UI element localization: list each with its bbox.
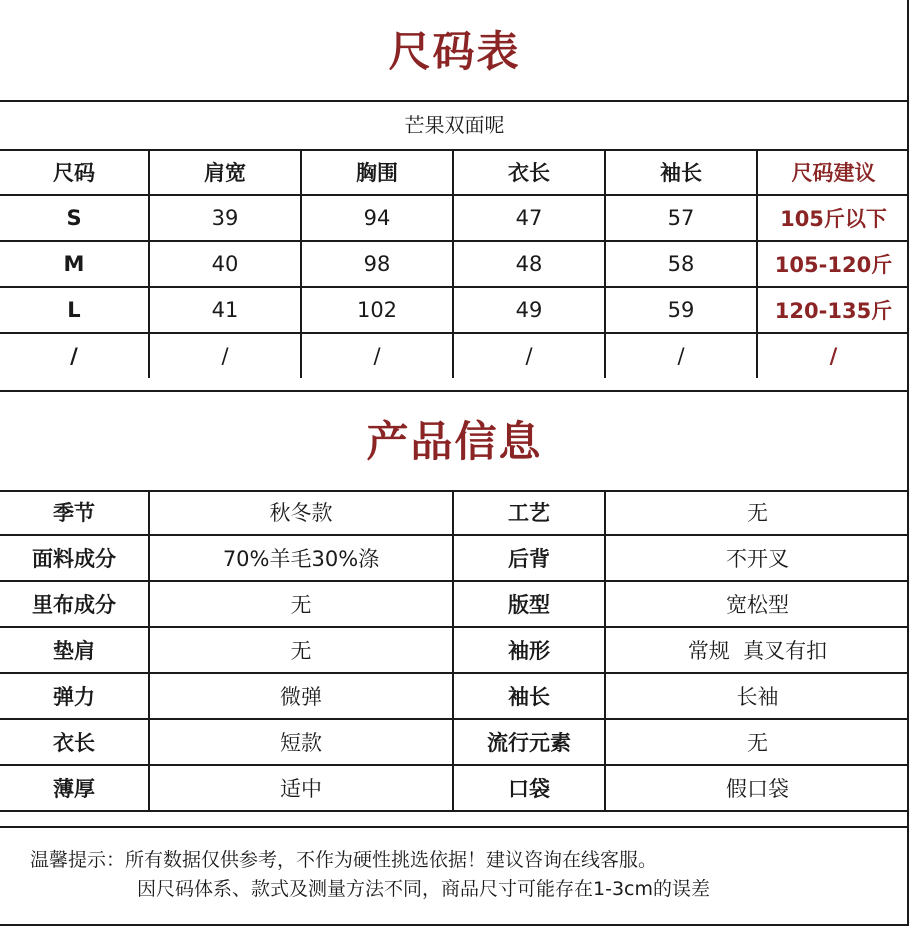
attribute-label: 弹力 — [0, 673, 149, 719]
disclaimer-note — [30, 846, 710, 904]
disclaimer-line-1: 温馨提示：所有数据仅供参考，不作为硬性挑选依据！建议咨询在线客服。 — [30, 849, 658, 871]
length-value: 48 — [453, 241, 605, 287]
header-sleeve: 袖长 — [605, 150, 757, 195]
attribute-label: 袖形 — [453, 627, 605, 673]
shoulder-value: 40 — [149, 241, 301, 287]
size-label: L — [0, 287, 149, 333]
attribute-label: 面料成分 — [0, 535, 149, 581]
length-value: 47 — [453, 195, 605, 241]
attribute-value: 宽松型 — [605, 581, 909, 627]
attribute-value: 秋冬款 — [149, 490, 453, 535]
recommendation-value: 105斤以下 — [757, 195, 909, 241]
attribute-label: 流行元素 — [453, 719, 605, 765]
attribute-label: 版型 — [453, 581, 605, 627]
attribute-label: 袖长 — [453, 673, 605, 719]
attribute-value: 常规 真叉有扣 — [605, 627, 909, 673]
sleeve-value: 59 — [605, 287, 757, 333]
attribute-value: 无 — [605, 490, 909, 535]
attribute-value: 无 — [149, 581, 453, 627]
size-label: / — [0, 333, 149, 378]
attribute-value: 适中 — [149, 765, 453, 811]
product-info-table — [0, 490, 909, 812]
attribute-label: 工艺 — [453, 490, 605, 535]
header-length: 衣长 — [453, 150, 605, 195]
attribute-value: 微弹 — [149, 673, 453, 719]
attribute-label: 口袋 — [453, 765, 605, 811]
shoulder-value: 39 — [149, 195, 301, 241]
table-row — [0, 490, 909, 535]
table-row — [0, 195, 909, 241]
header-size: 尺码 — [0, 150, 149, 195]
table-row — [0, 719, 909, 765]
attribute-label: 后背 — [453, 535, 605, 581]
table-row — [0, 765, 909, 811]
table-row — [0, 241, 909, 287]
size-label: M — [0, 241, 149, 287]
attribute-value: 假口袋 — [605, 765, 909, 811]
product-info-title: 产品信息 — [0, 390, 909, 492]
shoulder-value: 41 — [149, 287, 301, 333]
table-row — [0, 333, 909, 378]
attribute-value: 70%羊毛30%涤 — [149, 535, 453, 581]
recommendation-value: 120-135斤 — [757, 287, 909, 333]
recommendation-value: / — [757, 333, 909, 378]
attribute-value: 无 — [149, 627, 453, 673]
attribute-value: 无 — [605, 719, 909, 765]
header-chest: 胸围 — [301, 150, 453, 195]
table-row — [0, 627, 909, 673]
header-shoulder: 肩宽 — [149, 150, 301, 195]
recommendation-value: 105-120斤 — [757, 241, 909, 287]
attribute-label: 垫肩 — [0, 627, 149, 673]
product-name: 芒果双面呢 — [0, 101, 909, 151]
sleeve-value: 57 — [605, 195, 757, 241]
sleeve-value: / — [605, 333, 757, 378]
attribute-value: 长袖 — [605, 673, 909, 719]
attribute-label: 里布成分 — [0, 581, 149, 627]
table-row — [0, 287, 909, 333]
attribute-value: 短款 — [149, 719, 453, 765]
attribute-label: 衣长 — [0, 719, 149, 765]
chest-value: 94 — [301, 195, 453, 241]
disclaimer-line-2: 因尺码体系、款式及测量方法不同，商品尺寸可能存在1-3cm的误差 — [137, 878, 710, 900]
shoulder-value: / — [149, 333, 301, 378]
attribute-label: 薄厚 — [0, 765, 149, 811]
table-row — [0, 673, 909, 719]
length-value: / — [453, 333, 605, 378]
attribute-value: 不开叉 — [605, 535, 909, 581]
chest-value: 98 — [301, 241, 453, 287]
chest-value: / — [301, 333, 453, 378]
table-row — [0, 535, 909, 581]
divider — [0, 826, 909, 828]
sleeve-value: 58 — [605, 241, 757, 287]
size-table-header — [0, 150, 909, 195]
length-value: 49 — [453, 287, 605, 333]
chest-value: 102 — [301, 287, 453, 333]
size-table — [0, 150, 909, 378]
size-chart-title: 尺码表 — [0, 0, 909, 102]
table-row — [0, 581, 909, 627]
attribute-label: 季节 — [0, 490, 149, 535]
size-label: S — [0, 195, 149, 241]
header-recommendation: 尺码建议 — [757, 150, 909, 195]
